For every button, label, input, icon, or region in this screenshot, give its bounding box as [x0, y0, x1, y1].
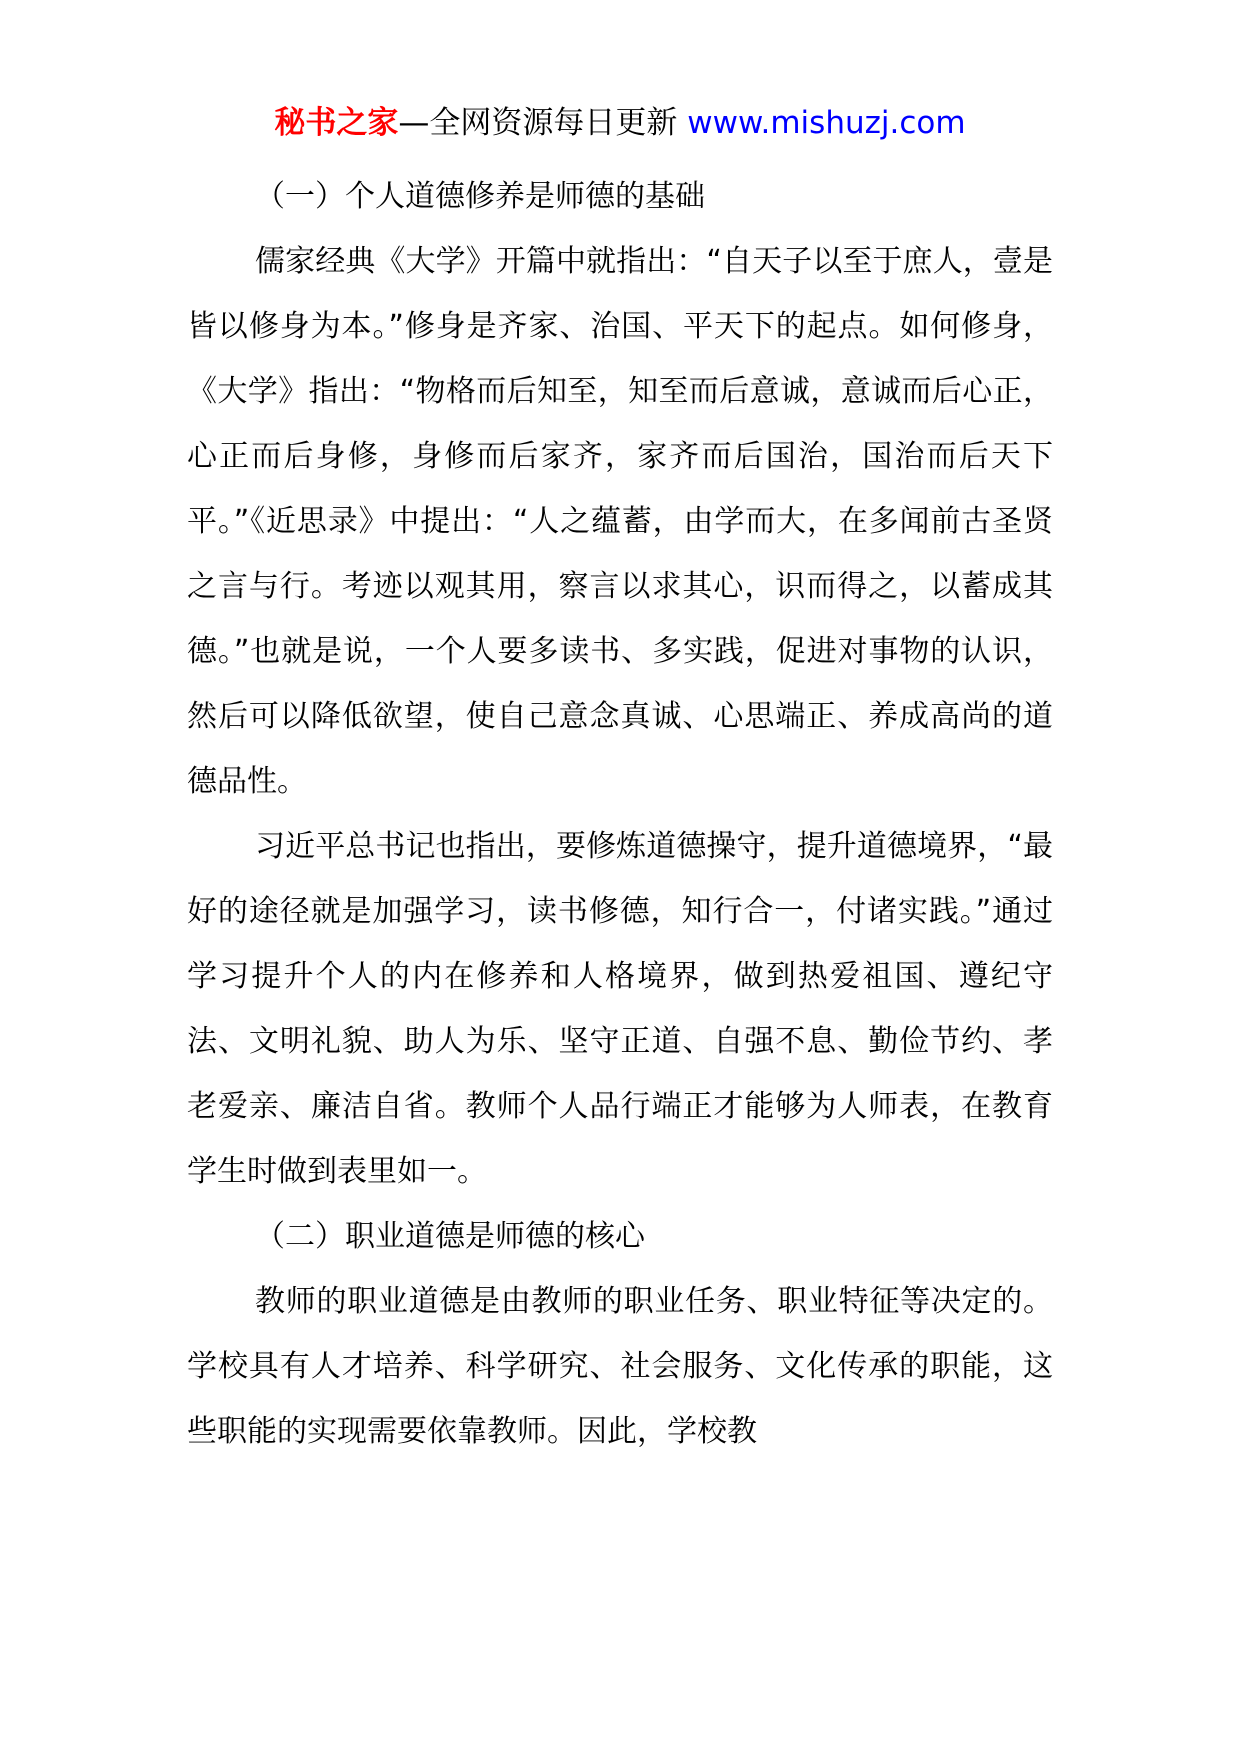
- body-paragraph: 儒家经典《大学》开篇中就指出：“自天子以至于庶人，壹是皆以修身为本。”修身是齐家、治国、平天下的起点。如何修身，《大学》指出：“物格而后知至，知至而后意诚，意诚而后心正，心正而后身修，身修而后家齐，家齐而后国治，国治而后天下平。”《近思录》中提出：“人之蕴蓄，由学而大，在多闻前古圣贤之言与行。考迹以观其用，察言以求其心，识而得之，以蓄成其德。”也就是说，一个人要多读书、多实践，促进对事物的认识，然后可以降低欲望，使自己意念真诚、心思端正、养成高尚的道德品性。: [187, 244, 1053, 799]
- section-heading: （一）个人道德修养是师德的基础: [255, 179, 705, 214]
- section-heading: （二）职业道德是师德的核心: [255, 1219, 645, 1254]
- body-paragraph: 习近平总书记也指出，要修炼道德操守，提升道德境界，“最好的途径就是加强学习，读书修德，知行合一，付诸实践。”通过学习提升个人的内在修养和人格境界，做到热爱祖国、遵纪守法、文明礼貌、助人为乐、坚守正道、自强不息、勤俭节约、孝老爱亲、廉洁自省。教师个人品行端正才能够为人师表，在教育学生时做到表里如一。: [187, 829, 1053, 1189]
- body-paragraph: 教师的职业道德是由教师的职业任务、职业特征等决定的。学校具有人才培养、科学研究、社会服务、文化传承的职能，这些职能的实现需要依靠教师。因此，学校教: [187, 1284, 1053, 1449]
- site-tagline: —全网资源每日更新: [398, 105, 688, 141]
- document-body: [187, 164, 1053, 1464]
- site-name: 秘书之家: [274, 105, 399, 141]
- site-url-link[interactable]: www.mishuzj.com: [687, 105, 966, 141]
- page-header: [0, 103, 1240, 143]
